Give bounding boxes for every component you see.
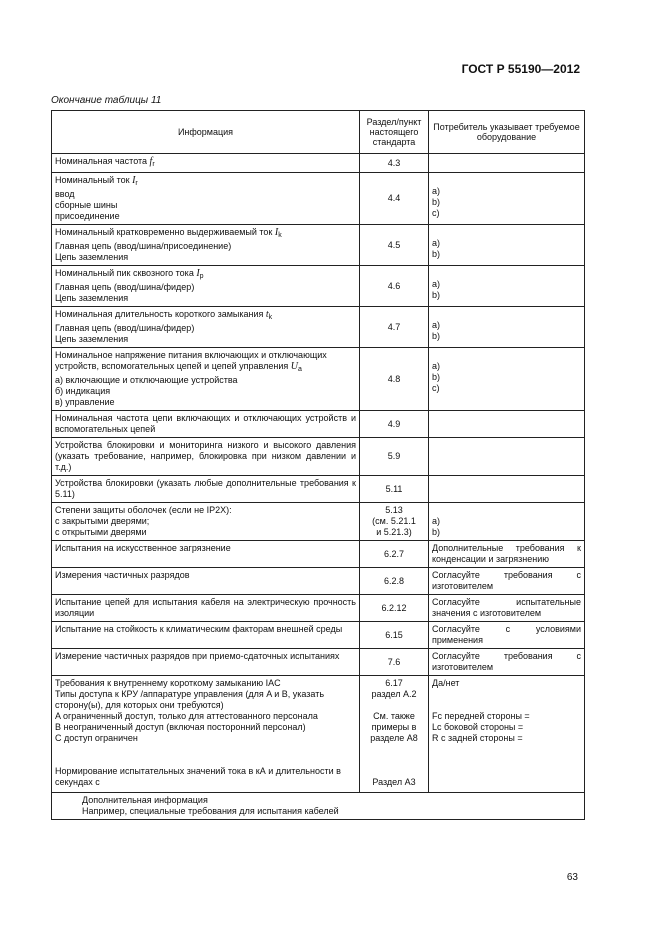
info-title: Номинальная частота цепи включающих и отключающих устройств и вспомогательных цепей bbox=[55, 413, 356, 434]
section-cell bbox=[360, 438, 429, 476]
section-cell bbox=[360, 649, 429, 676]
consumer-value: Fc передней стороны = bbox=[432, 711, 530, 721]
symbol-subscript: r bbox=[135, 180, 138, 187]
consumer-value: Да/нет bbox=[432, 678, 460, 688]
symbol-subscript: k bbox=[278, 232, 282, 239]
section-ref: 6.2.12 bbox=[381, 602, 407, 613]
consumer-cell bbox=[429, 568, 585, 595]
consumer-value: a) bbox=[432, 516, 441, 526]
spacer bbox=[432, 689, 581, 700]
consumer-cell bbox=[429, 541, 585, 568]
consumer-value: c) bbox=[432, 383, 440, 393]
section-ref: 6.17 bbox=[385, 678, 403, 688]
info-cell bbox=[52, 476, 360, 503]
table-row bbox=[52, 541, 585, 568]
info-cell bbox=[52, 676, 360, 793]
consumer-value: b) bbox=[432, 527, 441, 537]
info-cell bbox=[52, 595, 360, 622]
info-title: Номинальный ток $I_r$ bbox=[55, 175, 138, 187]
info-line: присоединение bbox=[55, 211, 120, 221]
info-line: сборные шины bbox=[55, 200, 118, 210]
info-title: Степени защиты оболочек (если не IP2X): bbox=[55, 505, 232, 515]
header-section: Раздел/пункт настоящего стандарта bbox=[360, 111, 429, 154]
spacer bbox=[432, 309, 581, 320]
table-row bbox=[52, 595, 585, 622]
table-row bbox=[52, 622, 585, 649]
info-title: Устройства блокировки и мониторинга низкого и высокого давления (указать требование, например, блокировка при низком давлении и т.д.) bbox=[55, 440, 356, 472]
section-ref: 6.2.7 bbox=[383, 548, 405, 559]
spacer bbox=[432, 505, 581, 516]
section-ref: 4.7 bbox=[387, 321, 401, 332]
symbol: U bbox=[290, 361, 298, 372]
info-cell bbox=[52, 348, 360, 411]
section-ref: 4.8 bbox=[387, 373, 401, 384]
table-row bbox=[52, 503, 585, 541]
info-cell bbox=[52, 173, 360, 225]
consumer-cell bbox=[429, 225, 585, 266]
section-ref: 5.11 bbox=[385, 483, 403, 494]
info-line: Нормирование испытательных значений тока в кА и длительности в секундах с bbox=[55, 766, 341, 787]
info-cell bbox=[52, 307, 360, 348]
section-cell bbox=[360, 154, 429, 173]
section-cell bbox=[360, 476, 429, 503]
info-title: Номинальная длительность короткого замыкания $t_k$ bbox=[55, 309, 273, 321]
info-title: Измерения частичных разрядов bbox=[55, 570, 190, 580]
info-title: Устройства блокировки (указать любые дополнительные требования к 5.11) bbox=[55, 478, 356, 499]
table-row bbox=[52, 476, 585, 503]
consumer-cell bbox=[429, 154, 585, 173]
symbol: I bbox=[132, 175, 136, 186]
symbol: t bbox=[265, 309, 269, 320]
consumer-cell bbox=[429, 676, 585, 793]
section-ref: 4.9 bbox=[387, 418, 401, 429]
consumer-cell bbox=[429, 307, 585, 348]
info-line: а) включающие и отключающие устройства bbox=[55, 375, 238, 385]
consumer-value: a) bbox=[432, 361, 441, 371]
section-cell bbox=[360, 411, 429, 438]
section-cell bbox=[360, 307, 429, 348]
info-line: в) управление bbox=[55, 397, 115, 407]
spacer bbox=[432, 175, 581, 186]
section-ref: 4.5 bbox=[387, 239, 401, 250]
info-cell bbox=[52, 541, 360, 568]
section-ref: 5.13 bbox=[385, 505, 403, 515]
section-ref: раздел А.2 bbox=[371, 689, 417, 699]
symbol: I bbox=[274, 227, 279, 238]
header-consumer: Потребитель указывает требуемое оборудование bbox=[429, 111, 585, 154]
consumer-value: b) bbox=[432, 290, 441, 300]
consumer-value: c) bbox=[432, 208, 440, 218]
info-cell bbox=[52, 154, 360, 173]
info-title: Номинальный пик сквозного тока $I_p$ bbox=[55, 268, 204, 280]
section-cell bbox=[360, 503, 429, 541]
info-line: Цепь заземления bbox=[55, 252, 129, 262]
table-row bbox=[52, 154, 585, 173]
info-title: Номинальное напряжение питания включающих и отключающих устройств, вспомогательных цепей и цепей управления $U_a$ bbox=[55, 350, 327, 373]
consumer-value: Дополнительные требования к конденсации и загрязнению bbox=[432, 543, 581, 564]
section-cell bbox=[360, 225, 429, 266]
info-title: Испытание на стойкость к климатическим факторам внешней среды bbox=[55, 624, 343, 634]
consumer-value: R с задней стороны = bbox=[432, 733, 523, 743]
info-line: Главная цепь (ввод/шина/фидер) bbox=[55, 323, 195, 333]
table-caption: Окончание таблицы 11 bbox=[51, 95, 162, 106]
info-line: ввод bbox=[55, 189, 75, 199]
table-row-additional bbox=[52, 793, 585, 820]
section-cell bbox=[360, 622, 429, 649]
section-ref: 5.9 bbox=[387, 451, 401, 461]
symbol-subscript: p bbox=[199, 273, 204, 280]
section-ref: (см. 5.21.1 bbox=[372, 516, 416, 526]
info-cell bbox=[52, 503, 360, 541]
consumer-value: a) bbox=[432, 238, 441, 248]
symbol-subscript: a bbox=[298, 366, 302, 373]
info-line: с открытыми дверями bbox=[55, 527, 147, 537]
info-cell bbox=[52, 649, 360, 676]
symbol: f bbox=[149, 156, 153, 167]
symbol: I bbox=[196, 268, 200, 279]
consumer-value: Согласуйте с условиями применения bbox=[432, 624, 581, 645]
info-title: Испытания на искусственное загрязнение bbox=[55, 543, 231, 553]
section-ref: 6.2.8 bbox=[383, 575, 405, 586]
section-ref: разделе А8 bbox=[370, 733, 418, 743]
section-ref: 4.4 bbox=[387, 193, 401, 203]
info-cell bbox=[52, 568, 360, 595]
header-info: Информация bbox=[52, 111, 360, 154]
section-cell bbox=[360, 595, 429, 622]
section-cell bbox=[360, 173, 429, 225]
table-row bbox=[52, 348, 585, 411]
spacer bbox=[363, 744, 425, 755]
info-title: Номинальный кратковременно выдерживаемый ток $I_k$ bbox=[55, 227, 282, 239]
spacer bbox=[363, 700, 425, 711]
info-line: с закрытыми дверями; bbox=[55, 516, 150, 526]
table-row bbox=[52, 307, 585, 348]
info-line: Требования к внутреннему короткому замыканию IAC bbox=[55, 678, 281, 688]
info-line: б) индикация bbox=[55, 386, 111, 396]
table-row-iac bbox=[52, 676, 585, 793]
spacer bbox=[432, 700, 581, 711]
spacer bbox=[432, 268, 581, 279]
spacer bbox=[363, 755, 425, 766]
info-title: Измерение частичных разрядов при приемо-сдаточных испытаниях bbox=[55, 651, 340, 661]
section-ref: Раздел А3 bbox=[372, 777, 416, 787]
info-line: Главная цепь (ввод/шина/фидер) bbox=[55, 282, 195, 292]
consumer-value: Согласуйте испытательные значения с изготовителем bbox=[432, 597, 581, 618]
additional-info-cell bbox=[52, 793, 585, 820]
info-line: Цепь заземления bbox=[55, 334, 129, 344]
section-cell bbox=[360, 541, 429, 568]
consumer-value: b) bbox=[432, 331, 441, 341]
standard-number: ГОСТ Р 55190—2012 bbox=[461, 62, 580, 76]
consumer-cell bbox=[429, 622, 585, 649]
section-ref: 6.15 bbox=[385, 629, 403, 640]
section-cell bbox=[360, 266, 429, 307]
info-cell bbox=[52, 225, 360, 266]
consumer-value: a) bbox=[432, 186, 441, 196]
spacer bbox=[432, 227, 581, 238]
consumer-value: a) bbox=[432, 279, 441, 289]
info-line: B неограниченный доступ (включая посторонний персонал) bbox=[55, 722, 306, 732]
spacer bbox=[363, 766, 425, 777]
table-row bbox=[52, 411, 585, 438]
consumer-cell bbox=[429, 503, 585, 541]
table-row bbox=[52, 173, 585, 225]
info-title: Номинальная частота $f_r$ bbox=[55, 156, 155, 168]
section-cell bbox=[360, 348, 429, 411]
section-ref: примеры в bbox=[371, 722, 417, 732]
info-line: Типы доступа к КРУ /аппаратуре управления (для A и B, указать сторону(ы), для которых они требуются) bbox=[55, 689, 325, 710]
table-row bbox=[52, 568, 585, 595]
table-row bbox=[52, 225, 585, 266]
consumer-cell bbox=[429, 411, 585, 438]
info-line: Цепь заземления bbox=[55, 293, 129, 303]
info-title: Испытание цепей для испытания кабеля на электрическую прочность изоляции bbox=[55, 597, 356, 618]
table-row bbox=[52, 266, 585, 307]
table-row bbox=[52, 649, 585, 676]
section-ref: 4.3 bbox=[387, 157, 401, 168]
additional-line: Например, специальные требования для испытания кабелей bbox=[82, 806, 339, 816]
info-cell bbox=[52, 622, 360, 649]
additional-line: Дополнительная информация bbox=[82, 795, 208, 805]
info-cell bbox=[52, 438, 360, 476]
consumer-cell bbox=[429, 476, 585, 503]
page-number: 63 bbox=[566, 872, 578, 883]
consumer-cell bbox=[429, 173, 585, 225]
consumer-cell bbox=[429, 266, 585, 307]
consumer-value: Lc боковой стороны = bbox=[432, 722, 524, 732]
requirements-table bbox=[51, 110, 585, 820]
section-ref: 7.6 bbox=[387, 656, 401, 667]
spacer bbox=[432, 350, 581, 361]
consumer-value: a) bbox=[432, 320, 441, 330]
consumer-cell bbox=[429, 348, 585, 411]
section-ref: и 5.21.3) bbox=[376, 527, 412, 537]
section-cell bbox=[360, 676, 429, 793]
info-line: A ограниченный доступ, только для аттестованного персонала bbox=[55, 711, 318, 721]
symbol-subscript: r bbox=[152, 161, 155, 168]
table-header-row bbox=[52, 111, 585, 154]
consumer-cell bbox=[429, 438, 585, 476]
spacer bbox=[55, 744, 356, 755]
info-line: C доступ ограничен bbox=[55, 733, 138, 743]
info-cell bbox=[52, 266, 360, 307]
info-cell bbox=[52, 411, 360, 438]
consumer-value: b) bbox=[432, 249, 441, 259]
section-cell bbox=[360, 568, 429, 595]
consumer-cell bbox=[429, 595, 585, 622]
spacer bbox=[55, 755, 356, 766]
section-ref: 4.6 bbox=[387, 280, 401, 291]
table-row bbox=[52, 438, 585, 476]
consumer-cell bbox=[429, 649, 585, 676]
consumer-value: Согласуйте требования с изготовителем bbox=[432, 570, 581, 591]
consumer-value: Согласуйте требования с изготовителем bbox=[432, 651, 581, 672]
consumer-value: b) bbox=[432, 197, 441, 207]
info-line: Главная цепь (ввод/шина/присоединение) bbox=[55, 241, 232, 251]
section-ref: См. также bbox=[373, 711, 415, 721]
symbol-subscript: k bbox=[268, 314, 273, 321]
consumer-value: b) bbox=[432, 372, 441, 382]
